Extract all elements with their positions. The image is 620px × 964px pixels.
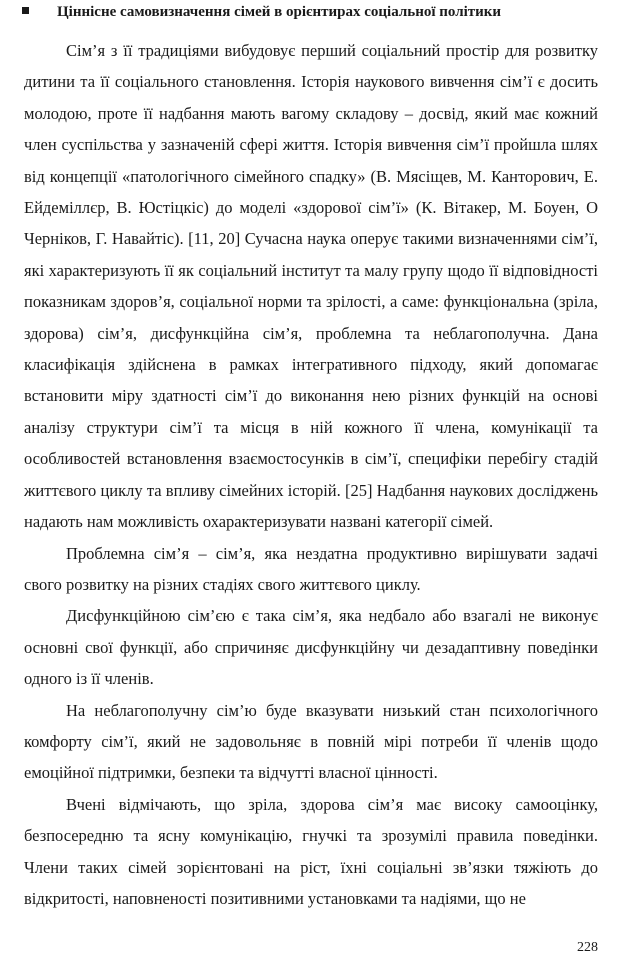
paragraph-dysfunctional-family: Дисфункційною сім’єю є така сім’я, яка недбало або взагалі не виконує основні свої функції, або спричиняє дисфункційну чи дезадаптивну поведінки одного із її членів.: [24, 606, 598, 689]
paragraph-disadvantaged-family: На неблагополучну сім’ю буде вказувати низький стан психологічного комфорту сім’ї, який не задовольняє в повній мірі потреби її членів щодо емоційної підтримки, безпеки та відчутті власної цінності.: [24, 700, 598, 783]
paragraph-family-history: Сім’я з її традиціями вибудовує перший соціальний простір для розвитку дитини та її соціального становлення. Історія наукового вивчення сім’ї є досить молодою, проте її надбання мають вагому складову – досвід, який має кожний член суспільства у зазначеній сфері життя. Історія вивчення сім’ї пройшла шлях від концепції «патологічного сімейного спадку» (В. Мясіщев, М. Канторович, Е. Ейдеміллєр, В. Юстіцкіс) до моделі «здорової сім’ї» (К. Вітакер, М. Боуен, О Черніков, Г. Навайтіс). [11, 20] Сучасна наука оперує такими визначеннями сім’ї, які характеризують її як соціальний інститут та малу групу щодо її відповідності показникам здоров’я, соціальної норми та зрілості, а саме: функціональна (зріла, здорова) сім’я, дисфункційна сім’я, проблемна та неблагополучна. Дана класифікація здійснена в рамках інтегративного підходу, який допомагає встановити міру здатності сім’ї до виконання нею різних функцій на основі аналізу структури сім’ї та місця в ній кожного її члена, комунікації та особливостей встановлення взаємостосунків в сім’ї, специфіки перебігу стадій життєвого циклу та впливу сімейних історій. [25] Надбання наукових досліджень надають нам можливість охарактеризувати названі категорії сімей.: [24, 41, 598, 532]
section-heading-text: Ціннісне самовизначення сімей в орієнтирах соціальної політики: [57, 4, 502, 20]
body-text: [24, 35, 598, 914]
page-number: 228: [577, 940, 598, 955]
square-bullet-icon: [22, 7, 29, 14]
section-heading: [22, 2, 612, 22]
paragraph-problem-family: Проблемна сім’я – сім’я, яка нездатна продуктивно вирішувати задачі свого розвитку на різних стадіях свого життєвого циклу.: [24, 543, 598, 594]
paragraph-healthy-family: Вчені відмічають, що зріла, здорова сім’я має високу самооцінку, безпосередню та ясну комунікацію, гнучкі та зрозумілі правила поведінки. Члени таких сімей зорієнтовані на ріст, їхні соціальні зв’язки тяжіють до відкритості, наповненості позитивними установками та надіями, що не: [24, 794, 598, 908]
